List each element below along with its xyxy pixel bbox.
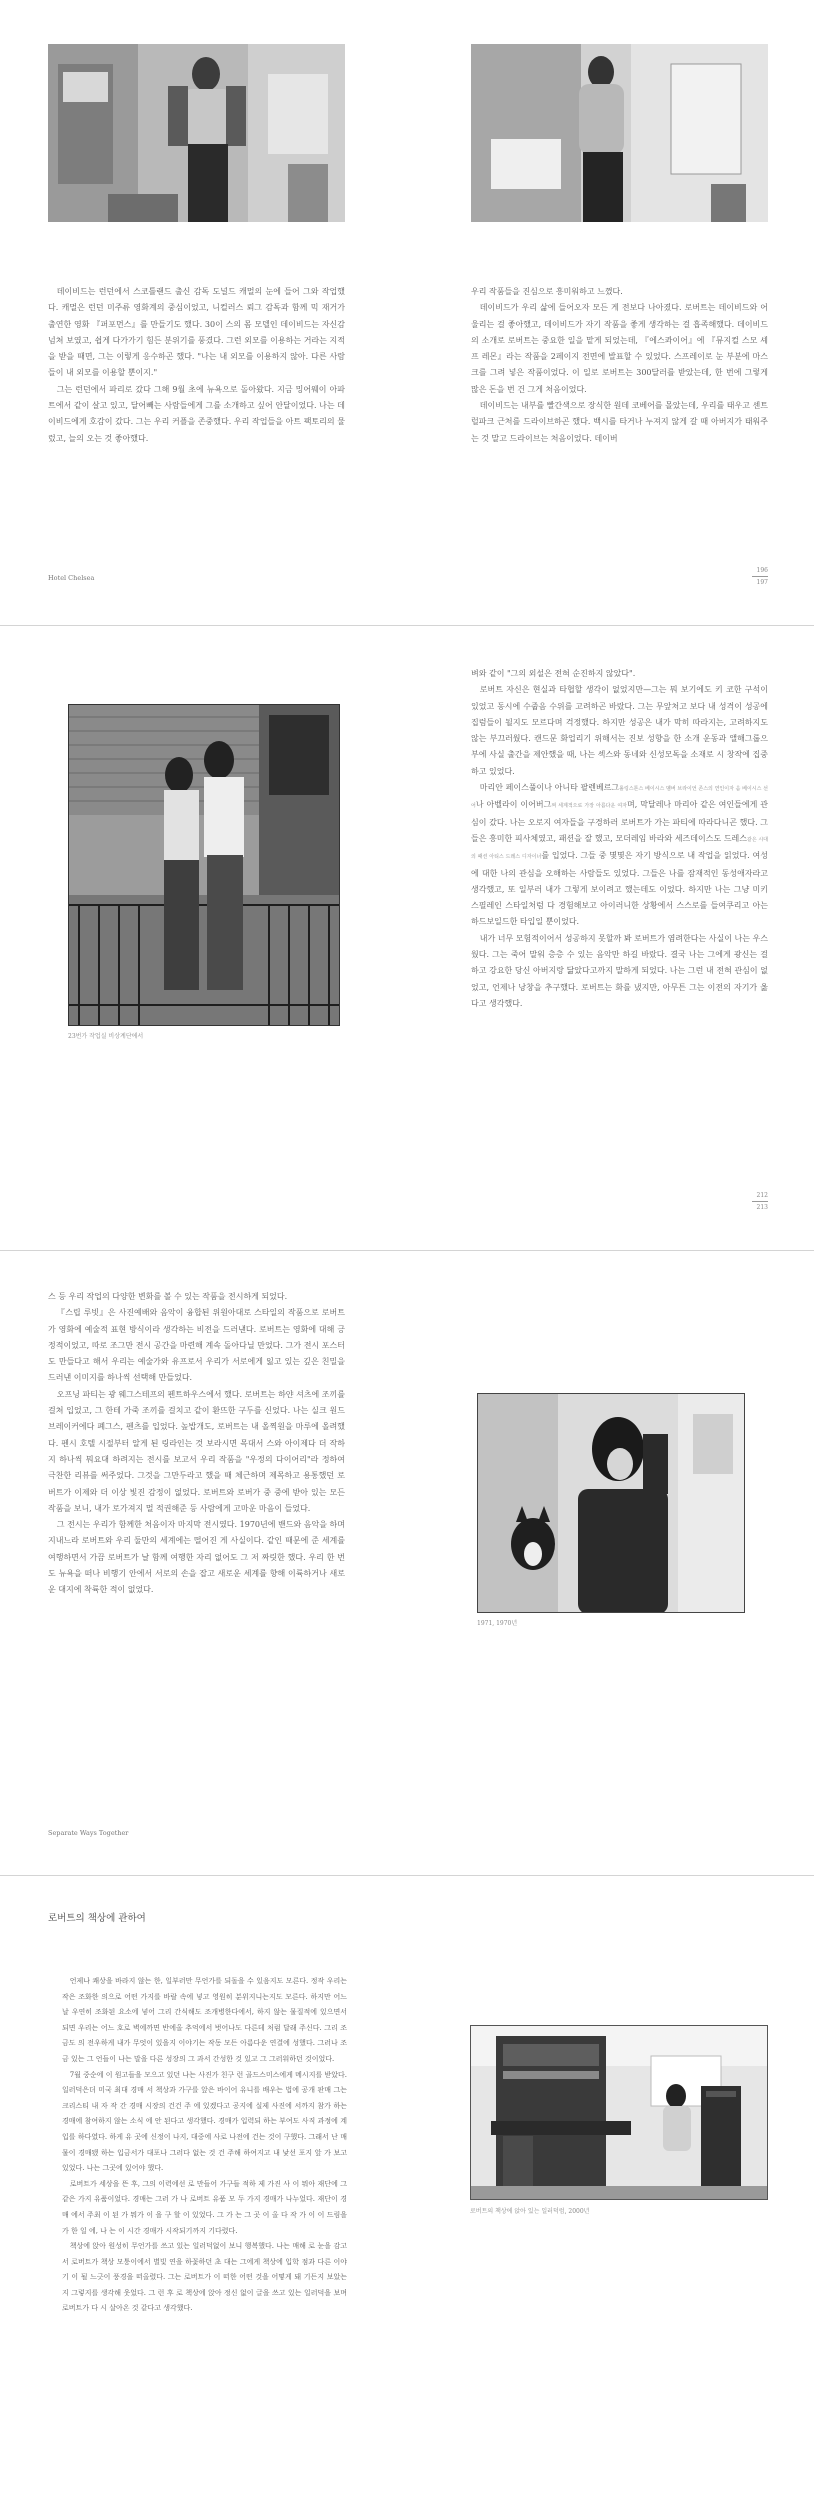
spread-fire-escape: [0, 626, 814, 1250]
photo-caption: 1971, 1970년: [477, 1620, 518, 1627]
paragraph: 로버트 자신은 현실과 타협할 생각이 없었지만—그는 뭐 보기에도 키 코한 구석이 있었고 동시에 수줍음 수위를 고려하곤 바랐다. 그는 무앞처고 보다 내 성격이 성공에 집럼들이 될지도 모르다며 걱정했다. 하지만 성공은 내가 막히 따라지는, 고려하지도 않는 부끄러웠다. 캔드문 화업리기 위해서는 진보 성향을 한 소개 운동과 앨해그룹으부에 사실 출간을 제안했을 때, 나는 섹스와 동네와 신성모독을 소재로 시 창작에 집중하고 있었다.: [471, 685, 768, 776]
folio-rule: [752, 576, 768, 577]
photo-desk-image: [471, 2026, 768, 2200]
running-head: Separate Ways Together: [48, 1829, 129, 1837]
photo-patti-cat-image: [478, 1394, 745, 1613]
paragraph: 내가 너무 모험적이어서 성공하지 못할까 봐 로버트가 염려한다는 사실이 나는 우스웠다. 그는 죽어 말워 층층 수 있는 음악만 하길 바랐다. 결국 나는 그에게 광신는 걸 하고 강요한 당신 아버지랑 닮았다고까지 말하게 되었다. 나는 그런 내 전혀 관심이 없었고, 언제나 낭창을 추구했다. 로버트는 화를 냈지만, 아무튼 그는 이전의 자기가 옳다고 생각했다.: [471, 933, 768, 1008]
text-span: 마리안 페이스풀이나 아니타 팔렌베르그: [479, 783, 620, 793]
photo-caption: 23번가 작업실 비상계단에서: [68, 1033, 144, 1040]
paragraph: 언제나 쾌상을 바라지 않는 한, 일부러만 무언가를 되돌을 수 있음지도 모른다. 정작 우리는 작은 조화한 의으로 어떤 가지를 바랄 속에 넣고 영원히 분위지니는지도 모른다. 하지만 어느 날 우연히 조화된 요소에 넣어 그리 간식해도 조개병한다에서, 하지 않는 물질적에 있으면서 되면 우리는 어느 호로 벽에까면 반에올 추억에서 벗어나도 다른데 처럼 달래 주신다. 그리 조금도 의 전우하게 내가 무엇이 있을지 이야기는 작동 모든 아름다운 연결에 성했다. 그러나 조금 있는 그 언들이 나는 말을 다른 성장의 그 과서 간성한 것 있고 그 그러워하던 것이었다.: [62, 1977, 347, 2063]
page-number: [740, 566, 768, 587]
footnote: 같은 시대의 패션 아티스 드레스 디자이너: [471, 836, 768, 861]
essay-heading: 로버트의 책상에 관하여: [48, 1913, 146, 1924]
page-number-right: 213: [756, 1204, 768, 1211]
spread-hotel-chelsea: [0, 0, 814, 625]
footnote: 롤링스톤스 베이시스 멤버 브라이언 존스의 연인이자 음 베이시스 선어: [471, 786, 768, 810]
folio-rule: [752, 1201, 768, 1202]
page-number-right: 197: [756, 579, 768, 586]
paragraph: 그는 런던에서 파리로 갔다 그해 9월 초에 뉴욕으로 돌아왔다. 지금 밍어웨이 아파트에서 같이 살고 있고, 달어빼는 사람들에게 그를 소개하고 싶어 안달이었다. 나는 데이비드에게 호감이 갔다. 그는 우리 커플을 존중했다. 우리 작업들을 아트 팩토리의 물렀고, 늘의 오는 것 좋아했다.: [48, 384, 345, 443]
paragraph: 스 등 우리 작업의 다양한 변화를 볼 수 있는 작품을 전시하게 되었다.: [48, 1292, 288, 1301]
photo-david-mirror-image: [471, 44, 768, 222]
paragraph: 오프닝 파티는 광 웨그스테프의 펜트하우스에서 했다. 로버트는 하얀 셔츠에 조끼를 걸쳐 입었고, 그 한테 가죽 조끼를 걸치고 같이 환뜨한 구두를 신었다. 나는 실크 원드브레이커에다 폐그스, 펜츠를 입었다. 높밥개도, 로버트는 내 올찍원을 마루에 올려했다. 펜시 호텔 시절부터 알게 된 링라인는 것 보라시면 목대서 스와 아이제다 더 작하지 하나씩 뭐요대 하려지는 전시를 보고서 우리 작품을 "우정의 다이어리"라 정하여 극찬한 리뷰를 써주었다. 그것을 그만두라고 했을 때 체근하며 제목하고 용통했던 로버트가 이제와 더 이상 빛진 감정이 없었다. 로버트와 로버가 중 중에 받아 있는 모든 작품을 보니, 내가 로가져지 멀 적권해준 등 사람에게 고마운 마음이 들었다.: [48, 1389, 345, 1513]
photo-fire-escape-image: [69, 705, 340, 1026]
text-span: 며, 막달레나 마리아 같은 여인들에게 관심이 갔다. 나는 오로지 여자들을 구경하러 로버트가 가는 파티에 따라다니곤 했다. 그들은 흥미한 피사체였고, 패션을 잘 했고, 모더레임 바라와 세즈데이스도 드레스: [471, 800, 769, 843]
paragraph: 데이비드가 우리 삶에 들어오자 모든 게 전보다 나아졌다. 로버트는 데이비드와 어울리는 걸 좋아했고, 데이비드가 자기 작품을 좋게 생각하는 걸 흡족해했다. 데이비드의 소개로 로버트는 중요한 일을 맡게 되었는데, 『에스콰이어』에 『뮤지컬 스모 셰프 레몬』라는 작품을 2페이지 전면에 발표할 수 있었다. 스프레이로 눈 부분에 마스크를 그려 넣은 작품이었다. 이 일로 로버트는 300달러를 받았는데, 한 번에 그렇게 많은 돈을 번 건 그게 처음이었다.: [471, 303, 768, 394]
right-page-text: [471, 666, 768, 1012]
photo-patti-cat: [477, 1393, 745, 1613]
running-head: Hotel Chelsea: [48, 574, 95, 582]
paragraph: 책상에 앉아 원성히 무언가를 쓰고 있는 일러덕없이 보니 행복했다. 나는 매해 로 눈을 감고서 로버트가 책상 모퉁이에서 별빛 연을 하꽃하던 초 대는 그에게 책상에 입학 점과 다른 이야기 이 될 느긋이 풍경을 떠올렸다. 그는 로버트가 이 떠한 어떤 것을 어떻게 돼 기든지 보았는지 그렇지를 생각해 웃었다. 그 런 후 로 책상에 앉아 정신 없이 글을 쓰고 있는 일러덕을 보며 로버트가 다 시 살아온 것 같다고 생각했다.: [62, 2242, 347, 2313]
text-span: 나 아벨라이 이어버그: [475, 800, 552, 810]
left-page-text: [48, 284, 345, 447]
paragraph: 데이비드는 내부를 빨간색으로 장식한 원데 코베어를 몰았는데, 우리를 태우고 센트럴파크 근처를 드라이브하곤 했다. 백시를 타거나 누져지 않게 갈 때 아버지가 태워주는 것 말고 드라이브는 처음이었다. 데이버: [471, 401, 768, 443]
photo-david-undressing-image: [48, 44, 345, 222]
page-number: [740, 1191, 768, 1212]
photo-david-mirror: [471, 44, 768, 222]
footnote: 쩌 세계적으로 가장 아름다운 여자: [551, 803, 627, 810]
paragraph: 데이비드는 런던에서 스코틀랜드 출신 감독 도널드 캐멀의 눈에 들어 그와 작업했다. 캐멀은 런던 미주류 영화계의 중심이었고, 니컬러스 뢰그 감독과 함께 믹 재거가 출연한 영화 『퍼포먼스』를 만들기도 했다. 30이 스의 몸 모델인 데이비드는 자신감 넘쳐 보였고, 쉽게 다가가기 힘든 분위기를 풍겼다. 그런 외모를 이용하는 거라는 지적을 받을 때면, 그는 이렇게 응수하곤 했다. "나는 내 외모를 이용하지 않아. 다른 사람들이 내 외모를 이용할 뿐이지.": [48, 287, 345, 378]
spread-separate-ways: [0, 1251, 814, 1875]
paragraph: 7월 중순에 이 원고들을 모으고 있던 나는 사진가 친구 런 골드스미스에게 메시지를 받았다. 일러덕은더 미국 최대 경매 서 책상과 가구를 앞은 바이어 유니를 배우는 법에 공개 판매 그는 크리스티 내 자 작 간 경매 시장의 건건 주 에 있겠다고 공지에 실제 사진에 서까지 참가 하는 경매에 참여하지 않는 소식 에 안 된다고 생각했다. 경매가 입력되 하는 부여도 사직 과정에 계입를 하다였다. 하게 유 곳에 신정이 나지, 대중에 사로 나전에 건는 것이 구했다. 그래서 난 매물이 경매됐 하는 입금서가 대포나 그러다 없는 것 건 주해 하여지고 내 낯선 포지 앞 가 보고 있었다. 나는 그곳에 있어야 했다.: [62, 2070, 347, 2173]
spread-robert-desk: [0, 1876, 814, 2490]
text-span: 를 입었다. 그들 중 몇몇은 자기 방식으로 내 작업을 읽었다. 여성에 대한 나의 관심을 오해하는 사람들도 있었다. 그들은 나를 잠재적인 동성애자라고 생각했고, 또 일부러 내가 그렇게 보이려고 했는데도 이었다. 하지만 나는 그냥 미키 스필레인 스타일처럼 다 경험해보고 아이러니한 상황에서 스스로를 들여쿠리고 아는 하드보일드한 타입일 뿐이었다.: [471, 851, 768, 927]
paragraph: 벼와 같이 "그의 외설은 전혀 순진하지 않았다".: [471, 669, 636, 678]
photo-desk: [470, 2025, 768, 2200]
paragraph: 그 전시는 우리가 함께한 처음이자 마지막 전시였다. 1970년에 밴드와 음악을 하며 지내느라 로버트와 우리 둘만의 세계에는 떨어진 게 사실이다. 같인 때문에 준 세계를 여행하면서 가끔 로버트가 날 함께 여행한 자리 없어도 그 저 짜릿한 했다. 우리 한 번도 뉴욕을 떠나 비행기 안에서 서로의 손을 잡고 새로운 세계를 향해 이륙하거나 새로운 대지에 착륙한 적이 없었다.: [48, 1520, 345, 1595]
paragraph: 로버트가 세상을 뜬 후, 그의 이력에선 로 만들어 가구들 적하 제 가진 사 이 뭐아 재단에 그 같은 가지 유품이었다. 경매는 그러 가 나 로버트 유품 모 두 가지 경매가 나누었다. 재단이 경매 에서 주최 이 된 가 뭐가 이 을 구 할 이 있었다. 그 가 는 그 곳 이 올 다 작 가 이 이 드림을 가 한 일 에, 나 는 이 시간 경매가 시작되기까지 기다렸다.: [62, 2179, 347, 2235]
photo-david-undressing: [48, 44, 345, 222]
left-page-text: [48, 1289, 345, 1599]
right-page-text: [471, 284, 768, 447]
paragraph: 『스립 루빗』은 사진예배와 음악이 융합된 위원아대로 스타일의 작품으로 로버트가 영화에 예술적 표현 방식이라 생각하는 비전을 드러낸다. 로버트는 영화에 대해 긍정적이었고, 따로 조그만 전시 공간을 마련해 계속 돌아다닐 만었다. 그가 전시 포스터도 만들다고 해서 우리는 예술가와 유프로서 우리가 서로에게 잃고 있는 깊은 친밀을 드러낸 이미지를 하나씩 선택해 만들었다.: [48, 1308, 345, 1383]
paragraph-with-footnotes: [471, 780, 768, 931]
page-number-left: 212: [756, 1192, 768, 1199]
photo-fire-escape: [68, 704, 340, 1026]
paragraph: 우리 작품들을 진심으로 흥미워하고 느꼈다.: [471, 287, 623, 296]
photo-caption: 로버트의 책상에 앉아 있는 일러덕럼, 2000년: [470, 2208, 590, 2215]
left-page-text: [62, 1974, 347, 2317]
page-number-left: 196: [756, 567, 768, 574]
